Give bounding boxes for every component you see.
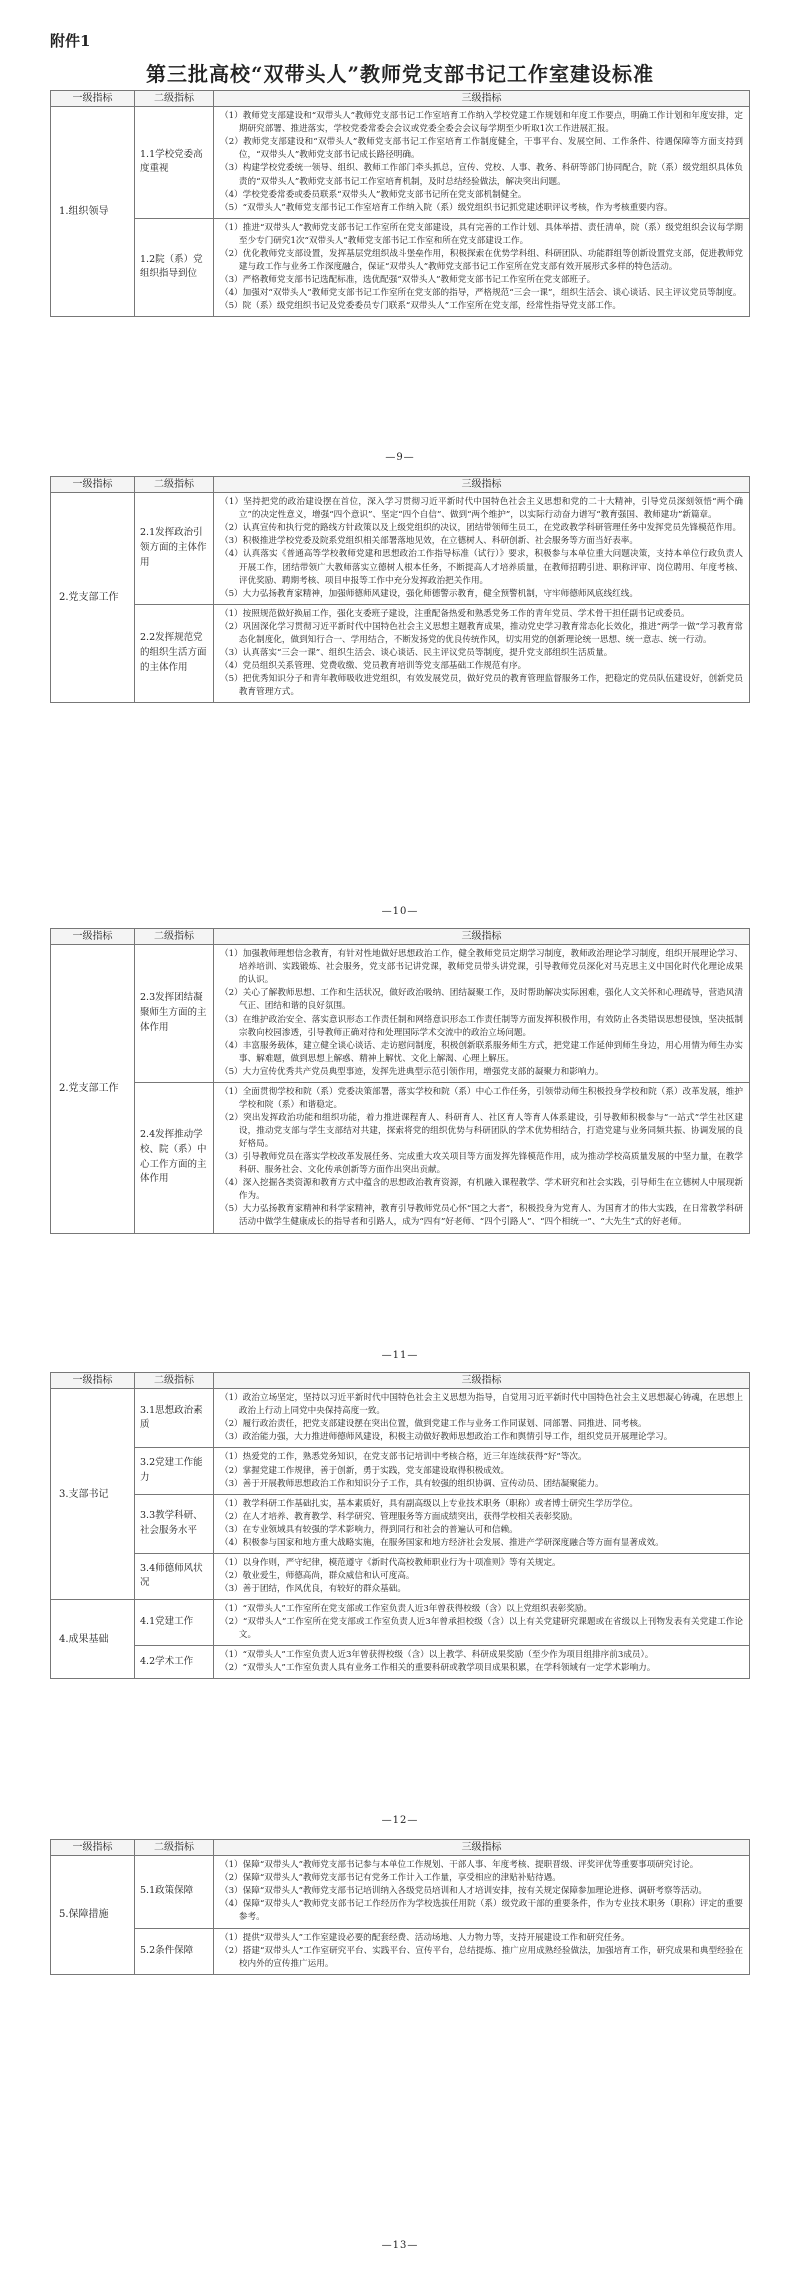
level3-cell	[214, 1553, 750, 1599]
criterion-text: （2）突出发挥政治功能和组织功能，着力推进课程育人、科研育人、社区育人等育人体系建设，引导教师积极参与“一站式”学生社区建设，推动党支部与学生支部结对共建，探索将党的组织优势与科研团队的学术优势相结合，打造党建与业务同频共振、协调发展的良好格局。	[220, 1112, 743, 1150]
table-row	[51, 604, 750, 702]
level2-cell: 3.4师德师风状况	[135, 1553, 214, 1599]
annex-label: 附件1	[50, 32, 91, 50]
criterion-text: （1）按照规范做好换届工作，强化支委班子建设，注重配备热爱和熟悉党务工作的青年党员、学术骨干担任副书记或委员。	[220, 608, 690, 619]
level3-cell	[214, 1646, 750, 1679]
criterion-text: （3）善于团结，作风优良，有较好的群众基础。	[220, 1584, 406, 1594]
criterion-text: （1）全面贯彻学校和院（系）党委决策部署，落实学校和院（系）中心工作任务，引领带动师生积极投身学校和院（系）改革发展，维护学校和院（系）和谐稳定。	[220, 1086, 743, 1110]
criterion-text: （2）掌握党建工作规律，善于创新，勇于实践，党支部建设取得积极成效。	[220, 1465, 510, 1476]
header-level3: 三级指标	[214, 477, 750, 493]
criterion-text: （4）党员组织关系管理、党费收缴、党员教育培训等党支部基础工作规范有序。	[220, 660, 527, 671]
standards-table-3	[50, 928, 750, 1234]
criterion-text: （5）大力宣传优秀共产党员典型事迹，发挥先进典型示范引领作用，增强党支部的凝聚力和影响力。	[220, 1066, 604, 1077]
criterion-text: （1）热爱党的工作，熟悉党务知识，在党支部书记培训中考核合格，近三年连续获得“好”等次。	[220, 1452, 587, 1463]
level3-cell	[214, 1856, 750, 1928]
table-row	[51, 1494, 750, 1553]
table-row	[51, 1082, 750, 1233]
level2-cell: 4.1党建工作	[135, 1600, 214, 1646]
header-level2: 二级指标	[135, 91, 214, 107]
table-row	[51, 945, 750, 1083]
criterion-text: （3）政治能力强，大力推进师德师风建设，积极主动做好教师思想政治工作和舆情引导工作，组织党员开展理论学习。	[220, 1432, 673, 1443]
header-row	[51, 929, 750, 945]
table-row	[51, 493, 750, 605]
criterion-text: （3）认真落实“三会一课”、组织生活会、谈心谈话、民主评议党员等制度，提升党支部组织生活质量。	[220, 647, 613, 658]
criterion-text: （3）引导教师党员在落实学校改革发展任务、完成重大攻关项目等方面发挥先锋模范作用，成为推动学校高质量发展的中坚力量，在教学科研、服务社会、文化传承创新等方面作出突出贡献。	[220, 1152, 743, 1176]
level3-cell	[214, 1389, 750, 1448]
criterion-text: （2）搭建“双带头人”工作室研究平台、实践平台、宣传平台，总结提炼、推广应用成熟经验做法，加强培育工作，研究成果和典型经验在校内外的宣传推广运用。	[220, 1945, 743, 1969]
table-row	[51, 1856, 750, 1928]
level1-cell: 5.保障措施	[51, 1856, 135, 1975]
header-level2: 二级指标	[135, 477, 214, 493]
level3-cell	[214, 493, 750, 605]
level2-cell: 4.2学术工作	[135, 1646, 214, 1679]
level2-cell: 2.3发挥团结凝聚师生方面的主体作用	[135, 945, 214, 1083]
table-row	[51, 218, 750, 316]
criterion-text: （3）保障“双带头人”教师党支部书记培训纳入各级党员培训和人才培训安排，按有关规定保障参加理论进修、调研考察等活动。	[220, 1886, 707, 1897]
criterion-text: （1）教师党支部建设和“双带头人”教师党支部书记工作室培育工作纳入学校党建工作规划和年度工作要点，明确工作计划和年度安排，定期研究部署、推进落实，学校党委常委会会议或党委全委会会议每学期至少听取1次工作进展汇报。	[220, 111, 743, 135]
criterion-text: （2）巩固深化学习贯彻习近平新时代中国特色社会主义思想主题教育成果，推动党史学习教育常态化长效化，推进“两学一做”学习教育常态化制度化，做到知行合一、学用结合，不断发扬党的优良传统作风，切实用党的创新理论统一思想、统一意志、统一行动。	[220, 621, 743, 645]
header-level1: 一级指标	[51, 1840, 135, 1856]
page-number: —9—	[385, 452, 415, 463]
standards-table-4	[50, 1372, 750, 1679]
level1-cell: 2.党支部工作	[51, 945, 135, 1233]
criterion-text: （3）在专业领域具有较强的学术影响力，得到同行和社会的普遍认可和信赖。	[220, 1524, 518, 1535]
criterion-text: （1）坚持把党的政治建设摆在首位，深入学习贯彻习近平新时代中国特色社会主义思想和党的二十大精神，引导党员深刻领悟“两个确立”的决定性意义，增强“四个意识”、坚定“四个自信”、做到“两个维护”，以实际行动奋力谱写“教育强国、教师建功”新篇章。	[220, 497, 743, 521]
level1-cell: 4.成果基础	[51, 1600, 135, 1679]
criterion-text: （2）履行政治责任，把党支部建设摆在突出位置，做到党建工作与业务工作同谋划、同部署、同推进、同考核。	[220, 1419, 647, 1430]
level3-cell	[214, 1448, 750, 1494]
criterion-text: （2）教师党支部建设和“双带头人”教师党支部书记工作室培育工作制度健全，干事平台、发展空间、工作条件、待遇保障等方面支持到位，“双带头人”教师党支部书记成长路径明确。	[220, 137, 743, 161]
criterion-text: （2）“双带头人”工作室负责人具有业务工作相关的重要科研或教学项目成果积累，在学科领域有一定学术影响力。	[220, 1663, 656, 1674]
criterion-text: （2）“双带头人”工作室所在党支部或工作室负责人近3年曾承担校级（含）以上有关党建研究课题或在省级以上刊物发表有关党建工作论文。	[220, 1617, 743, 1641]
level3-cell	[214, 1928, 750, 1974]
level2-cell: 1.1学校党委高度重视	[135, 107, 214, 219]
criterion-text: （2）关心了解教师思想、工作和生活状况，做好政治吸纳、团结凝聚工作，及时帮助解决实际困难，强化人文关怀和心理疏导，营造风清气正、团结和谐的良好氛围。	[220, 988, 743, 1012]
page-number: —13—	[381, 2240, 419, 2251]
level3-cell	[214, 604, 750, 702]
criterion-text: （4）丰富服务载体，建立健全谈心谈话、走访慰问制度，积极创新联系服务师生方式，把党建工作延伸到师生身边，用心用情为师生办实事、解难题，做到思想上解惑、精神上解忧、文化上解渴、心理上解压。	[220, 1040, 743, 1064]
level3-cell	[214, 945, 750, 1083]
page-number: —12—	[381, 1815, 419, 1826]
level2-cell: 3.2党建工作能力	[135, 1448, 214, 1494]
header-level3: 三级指标	[214, 1840, 750, 1856]
header-level3: 三级指标	[214, 1373, 750, 1389]
page-number: —10—	[381, 906, 419, 917]
criterion-text: （4）保障“双带头人”教师党支部书记工作经历作为学校选拔任用院（系）级党政干部的重要条件，作为专业技术职务（职称）评定的重要参考。	[220, 1899, 743, 1923]
level3-cell	[214, 1600, 750, 1646]
header-level2: 二级指标	[135, 1373, 214, 1389]
level2-cell: 2.4发挥推动学校、院（系）中心工作方面的主体作用	[135, 1082, 214, 1233]
criterion-text: （5）大力弘扬教育家精神，加强师德师风建设，强化师德警示教育，健全预警机制，守牢师德师风底线红线。	[220, 588, 638, 599]
page-number: —11—	[381, 1350, 419, 1361]
criterion-text: （2）优化教师党支部设置，发挥基层党组织战斗堡垒作用，积极探索在优势学科组、科研团队、功能群组等创新设置党支部，促进教师党建与政工作与业务工作深度融合，保证“双带头人”教师党支部书记工作室所在党支部有效开展形式多样的特色活动。	[220, 248, 743, 272]
criterion-text: （4）认真落实《普通高等学校教师党建和思想政治工作指导标准（试行）》要求，积极参与本单位重大问题决策，支持本单位行政负责人开展工作，团结带领广大教师落实立德树人根本任务，不断提高人才培养质量，在教师招聘引进、职称评审、岗位聘用、年度考核、评优奖励、聘期考核、项目申报等工作中充分发挥政治把关作用。	[220, 549, 743, 586]
level3-cell	[214, 1082, 750, 1233]
criterion-text: （3）积极推进学校党委及院系党组织相关部署落地见效，在立德树人、科研创新、社会服务等方面当好表率。	[220, 536, 638, 547]
criterion-text: （5）院（系）级党组织书记及党委委员专门联系“双带头人”工作室所在党支部，经常性指导党支部工作。	[220, 301, 621, 312]
level2-cell: 3.1思想政治素质	[135, 1389, 214, 1448]
page-title: 第三批高校“双带头人”教师党支部书记工作室建设标准	[145, 62, 654, 86]
table-row	[51, 1389, 750, 1448]
level1-cell: 3.支部书记	[51, 1389, 135, 1600]
level2-cell: 5.2条件保障	[135, 1928, 214, 1974]
table-row	[51, 1928, 750, 1974]
level2-cell: 5.1政策保障	[135, 1856, 214, 1928]
criterion-text: （1）“双带头人”工作室所在党支部或工作室负责人近3年曾获得校级（含）以上党组织表彰奖励。	[220, 1604, 593, 1615]
criterion-text: （1）以身作则，严守纪律，模范遵守《新时代高校教师职业行为十项准则》等有关规定。	[220, 1557, 561, 1568]
table-row	[51, 1448, 750, 1494]
criterion-text: （5）“双带头人”教师党支部书记工作室培育工作纳入院（系）级党组织书记抓党建述职评议考核，作为考核重要内容。	[220, 202, 673, 213]
criterion-text: （1）提供“双带头人”工作室建设必要的配套经费、活动场地、人力物力等，支持开展建设工作和研究任务。	[220, 1932, 630, 1943]
standards-table-1	[50, 90, 750, 317]
criterion-text: （3）善于开展教师思想政治工作和知识分子工作，具有较强的组织协调、宣传动员、团结凝聚能力。	[220, 1478, 604, 1489]
level3-cell	[214, 1494, 750, 1553]
criterion-text: （3）构建学校党委统一领导、组织、教师工作部门牵头抓总，宣传、党校、人事、教务、科研等部门协同配合，院（系）级党组织具体负责的“双带头人”教师党支部书记工作室培育机制，及时总结经验做法，解决突出问题。	[220, 163, 743, 187]
criterion-text: （2）认真宣传和执行党的路线方针政策以及上级党组织的决议，团结带领师生员工，在党政教学科研管理任务中发挥党员先锋模范作用。	[220, 523, 742, 534]
level2-cell: 2.2发挥规范党的组织生活方面的主体作用	[135, 604, 214, 702]
criterion-text: （5）大力弘扬教育家精神和科学家精神，教育引导教师党员心怀“国之大者”，积极投身为党育人、为国育才的伟大实践，在日常教学科研活动中做学生健康成长的指导者和引路人，成为“四有”好老师、“四个引路人”、“四个相统一”、“大先生”式的好老师。	[220, 1204, 743, 1228]
criterion-text: （5）把优秀知识分子和青年教师吸收进党组织，有效发展党员，做好党员的教育管理监督服务工作，把稳定的党员队伍建设好，创新党员教育管理方式。	[220, 674, 743, 698]
criterion-text: （4）学校党委常委或委员联系“双带头人”教师党支部书记所在党支部机制健全。	[220, 189, 527, 200]
level2-cell: 3.3教学科研、社会服务水平	[135, 1494, 214, 1553]
level1-cell: 1.组织领导	[51, 107, 135, 317]
criterion-text: （4）积极参与国家和地方重大战略实施，在服务国家和地方经济社会发展、推进产学研深度融合等方面有显著成效。	[220, 1537, 664, 1548]
header-row	[51, 1373, 750, 1389]
criterion-text: （3）在维护政治安全、落实意识形态工作责任制和网络意识形态工作责任制等方面发挥积极作用，有效防止各类错误思想侵蚀，坚决抵制宗教向校园渗透，引导教师正确对待和处理国际学术交流中的政治立场问题。	[220, 1014, 743, 1038]
criterion-text: （2）保障“双带头人”教师党支部书记有党务工作计入工作量，享受相应的津贴补贴待遇。	[220, 1873, 561, 1884]
header-level2: 二级指标	[135, 929, 214, 945]
criterion-text: （4）深入挖掘各类资源和教育方式中蕴含的思想政治教育资源，有机融入课程教学、学术研究和社会实践，引导师生在立德树人中展现新作为。	[220, 1178, 743, 1202]
criterion-text: （1）加强教师理想信念教育，有针对性地做好思想政治工作，健全教师党员定期学习制度，教师政治理论学习制度，组织开展理论学习、培养培训、实践锻炼、社会服务，党支部书记讲党课，教师党员带头讲党课，引导教师党员深化对马克思主义中国化时代化理论成果的认识。	[220, 949, 743, 986]
table-row	[51, 1646, 750, 1679]
criterion-text: （1）推进“双带头人”教师党支部书记工作室所在党支部建设，具有完善的工作计划、具体举措、责任清单，院（系）级党组织会议每学期至少专门研究1次“双带头人”教师党支部书记工作室和所在党支部建设工作。	[220, 222, 743, 246]
criterion-text: （1）政治立场坚定，坚持以习近平新时代中国特色社会主义思想为指导，自觉用习近平新时代中国特色社会主义思想凝心铸魂，在思想上政治上行动上同党中央保持高度一致。	[220, 1393, 743, 1417]
header-row	[51, 91, 750, 107]
table-row	[51, 1553, 750, 1599]
level3-cell	[214, 218, 750, 316]
criterion-text: （1）“双带头人”工作室负责人近3年曾获得校级（含）以上教学、科研成果奖励（至少作为项目组排序前3成员）。	[220, 1650, 654, 1661]
criterion-text: （2）敬业爱生，师德高尚，群众威信和认可度高。	[220, 1570, 415, 1581]
standards-table-2	[50, 476, 750, 703]
criterion-text: （1）教学科研工作基础扎实，基本素质好，具有副高级以上专业技术职务（职称）或者博士研究生学历学位。	[220, 1498, 638, 1509]
header-level3: 三级指标	[214, 91, 750, 107]
level2-cell: 2.1发挥政治引领方面的主体作用	[135, 493, 214, 605]
header-level3: 三级指标	[214, 929, 750, 945]
level3-cell	[214, 107, 750, 219]
header-row	[51, 477, 750, 493]
criterion-text: （4）加强对“双带头人”教师党支部书记工作室所在党支部的指导，严格规范“三会一课”，组织生活会、谈心谈话、民主评议党员等制度。	[220, 288, 742, 298]
criterion-text: （1）保障“双带头人”教师党支部书记参与本单位工作规划、干部人事、年度考核、提职晋级、评奖评优等重要事项研究讨论。	[220, 1860, 699, 1871]
table-row	[51, 107, 750, 219]
header-level2: 二级指标	[135, 1840, 214, 1856]
header-level1: 一级指标	[51, 929, 135, 945]
header-row	[51, 1840, 750, 1856]
criterion-text: （2）在人才培养、教育教学、科学研究、管理服务等方面成绩突出，获得学校相关表彰奖励。	[220, 1511, 578, 1522]
header-level1: 一级指标	[51, 91, 135, 107]
level2-cell: 1.2院（系）党组织指导到位	[135, 218, 214, 316]
standards-table-5	[50, 1839, 750, 1975]
criterion-text: （3）严格教师党支部书记选配标准，选优配强“双带头人”教师党支部书记工作室所在党支部班子。	[220, 274, 596, 285]
level1-cell: 2.党支部工作	[51, 493, 135, 703]
header-level1: 一级指标	[51, 477, 135, 493]
header-level1: 一级指标	[51, 1373, 135, 1389]
table-row	[51, 1600, 750, 1646]
